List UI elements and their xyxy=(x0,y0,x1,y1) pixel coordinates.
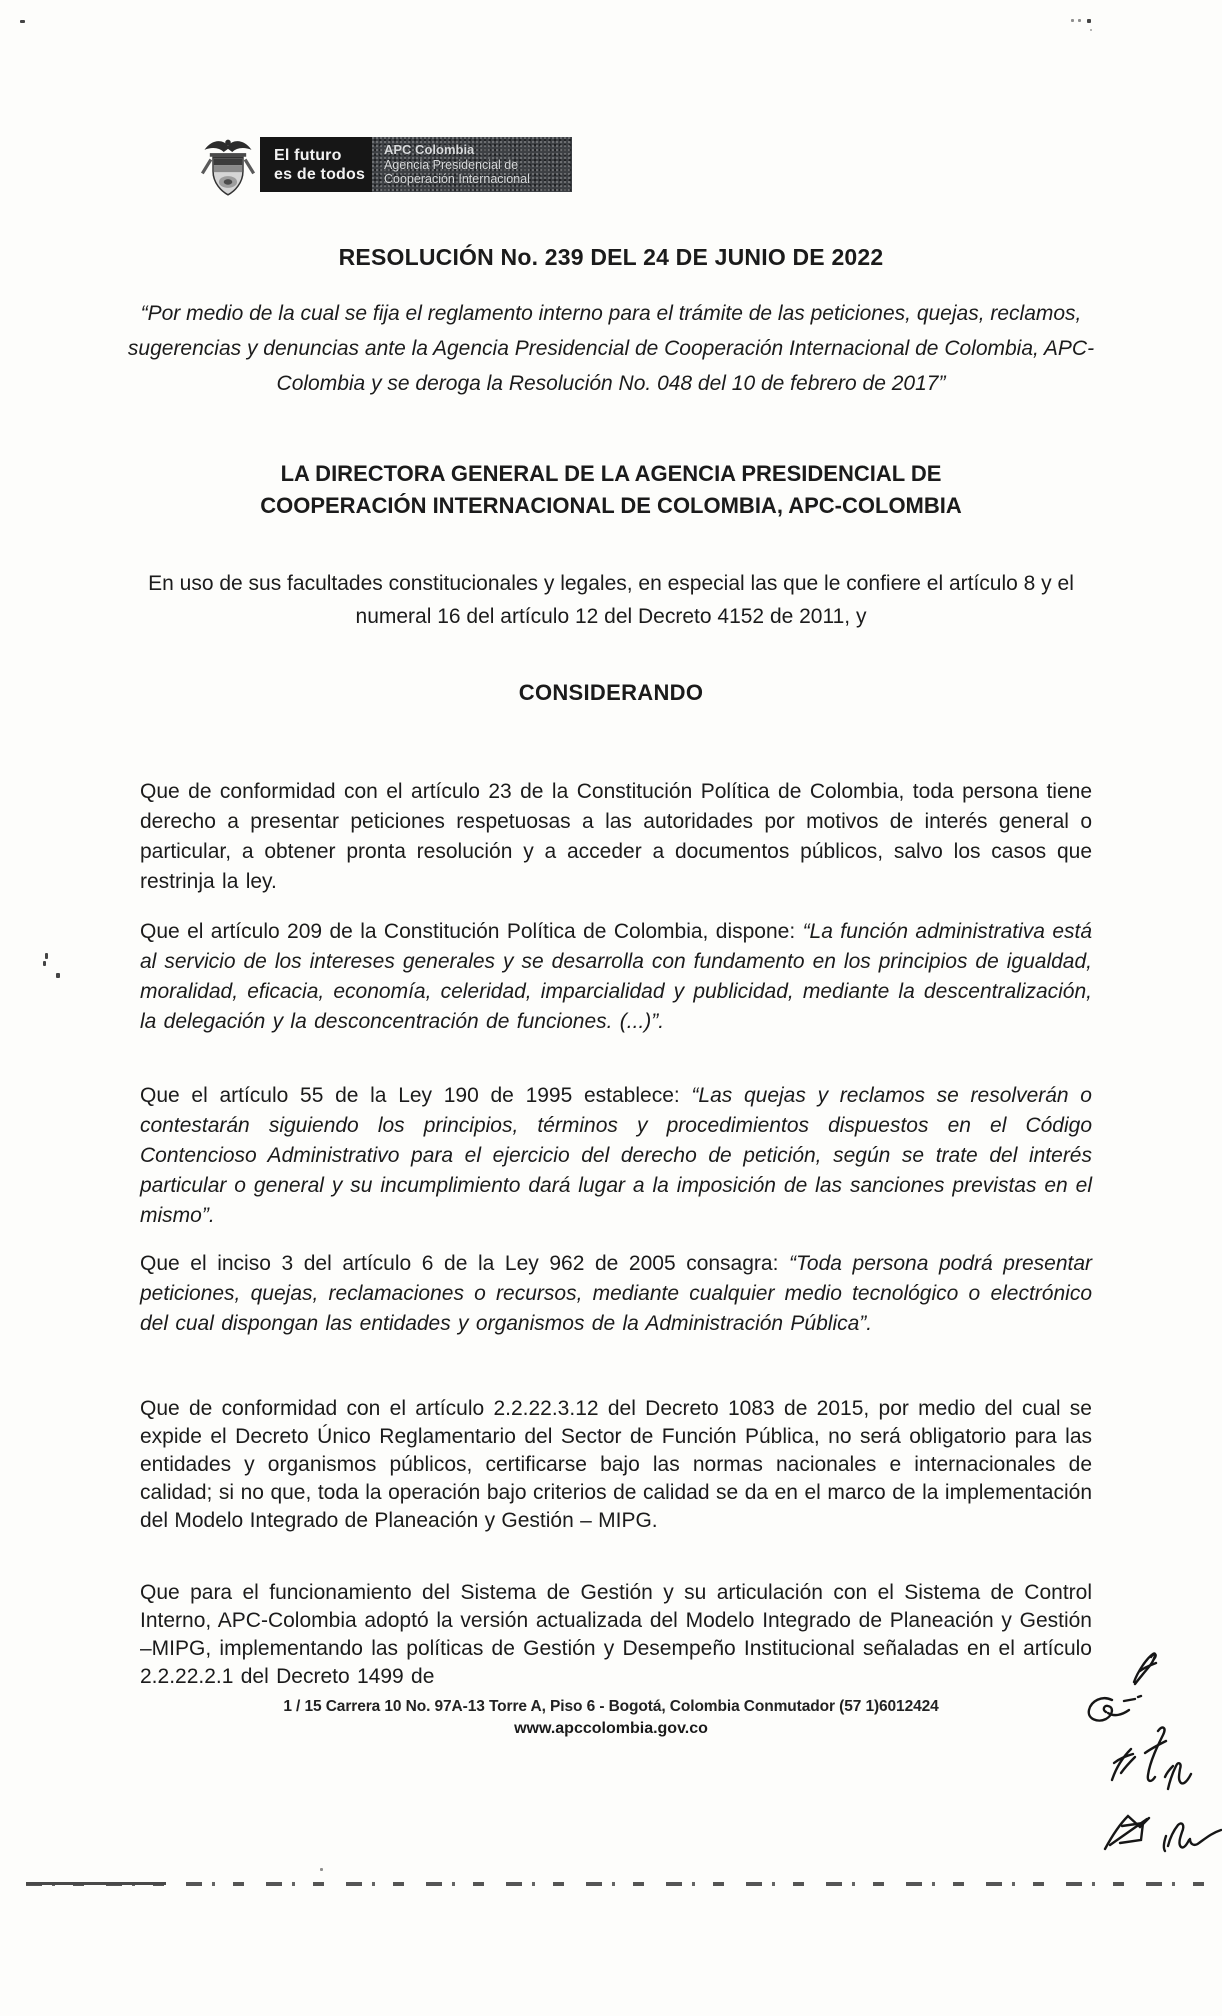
document-subtitle: “Por medio de la cual se fija el reglamento interno para el trámite de las peticiones, quejas, reclamos, sugerencias y denuncias ante la Agencia Presidencial de Cooperación Internacional de Colombia, APC-Colombia y se deroga la Resolución No. 048 del 10 de febrero de 2017” xyxy=(127,302,1095,395)
tagline-line2: es de todos xyxy=(274,165,366,183)
tagline-line1: El futuro xyxy=(274,146,342,164)
agency-subtitle-line1: Agencia Presidencial de xyxy=(384,157,519,172)
authority-heading: LA DIRECTORA GENERAL DE LA AGENCIA PRESIDENCIAL DE COOPERACIÓN INTERNACIONAL DE COLOMBIA, APC-COLOMBIA xyxy=(260,461,962,518)
footer xyxy=(0,1698,1222,1738)
handwritten-initials-icon xyxy=(1050,1630,1222,1940)
scan-speck xyxy=(1071,19,1074,22)
footer-address-line xyxy=(0,1698,1222,1716)
scan-speck xyxy=(320,1868,323,1871)
considerando-paragraph xyxy=(140,1395,1092,1535)
paragraph-text: Que para el funcionamiento del Sistema de Gestión y su articulación con el Sistema de Control Interno, APC-Colombia adoptó la versión actualizada del Modelo Integrado de Planeación y Gestión –MIPG, implementando las políticas de Gestión y Desempeño Institucional señaladas en el artículo 2.2.22.2.1 del Decreto 1499 de xyxy=(140,1581,1092,1688)
scan-speck xyxy=(56,973,60,978)
footer-address: Carrera 10 No. 97A-13 Torre A, Piso 6 - Bogotá, Colombia Conmutador (57 1)6012424 xyxy=(325,1698,939,1715)
considerando-paragraph xyxy=(140,1081,1092,1231)
agency-box xyxy=(372,137,572,192)
footer-website: www.apccolombia.gov.co xyxy=(514,1720,708,1737)
agency-subtitle-line2: Cooperación Internacional xyxy=(384,172,530,186)
section-heading-considerando: CONSIDERANDO xyxy=(518,680,704,705)
considerando-paragraph xyxy=(140,1579,1092,1691)
paragraph-quote: “La función administrativa está al servicio de los intereses generales y se desarrolla con fundamento en los principios de igualdad, moralidad, eficacia, economía, celeridad, imparcialidad y publicidad, mediante la descentralización, la delegación y la desconcentración de funciones. (...)”. xyxy=(140,920,1093,1033)
page-indicator: 1 / 15 xyxy=(283,1698,322,1715)
document-title: RESOLUCIÓN No. 239 DEL 24 DE JUNIO DE 2022 xyxy=(338,244,884,270)
scan-artifact-line xyxy=(26,1882,1216,1886)
paragraph-text: Que de conformidad con el artículo 23 de la Constitución Política de Colombia, toda persona tiene derecho a presentar peticiones respetuosas a las autoridades por motivos de interés general o particular, a obtener pronta resolución y a acceder a documentos públicos, salvo los casos que restrinja la ley. xyxy=(140,780,1092,893)
considerando-paragraph xyxy=(140,1249,1092,1339)
scan-speck xyxy=(1078,19,1081,22)
colombia-coat-of-arms-icon xyxy=(200,136,256,198)
scan-speck xyxy=(43,961,46,966)
paragraph-text: Que el inciso 3 del artículo 6 de la Ley 962 de 2005 consagra: xyxy=(140,1252,790,1275)
scan-speck xyxy=(1090,29,1092,31)
considerando-paragraph xyxy=(140,917,1092,1037)
paragraph-text: Que de conformidad con el artículo 2.2.22.3.12 del Decreto 1083 de 2015, por medio del cual se expide el Decreto Único Reglamentario del Sector de Función Pública, no será obligatorio para las entidades y organismos públicos, certificarse bajo las normas nacionales e internacionales de calidad; si no que, toda la operación bajo criterios de calidad se da en el marco de la implementación del Modelo Integrado de Planeación y Gestión – MIPG. xyxy=(140,1397,1092,1532)
paragraph-text: Que el artículo 209 de la Constitución Política de Colombia, dispone: xyxy=(140,920,803,943)
scan-speck xyxy=(45,953,48,959)
scan-speck xyxy=(20,20,25,23)
logo-banner xyxy=(200,137,572,192)
paragraph-quote: “Toda persona podrá presentar peticiones, quejas, reclamaciones o recursos, mediante cualquier medio tecnológico o electrónico del cual dispongan las entidades y organismos de la Administración Pública”. xyxy=(140,1252,1093,1335)
tagline-box xyxy=(260,137,372,192)
considerando-paragraph xyxy=(140,777,1092,897)
paragraph-quote: “Las quejas y reclamos se resolverán o contestarán siguiendo los principios, términos y procedimientos dispuestos en el Código Contencioso Administrativo para el ejercicio del derecho de petición, según se trate del interés particular o general y su incumplimiento dará lugar a la imposición de las sanciones previstas en el mismo”. xyxy=(140,1084,1092,1227)
paragraph-text: Que el artículo 55 de la Ley 190 de 1995 establece: xyxy=(140,1084,692,1107)
preamble: En uso de sus facultades constitucionales y legales, en especial las que le confiere el artículo 8 y el numeral 16 del artículo 12 del Decreto 4152 de 2011, y xyxy=(148,572,1074,628)
scan-speck xyxy=(1087,19,1091,23)
agency-name: APC Colombia xyxy=(384,142,475,157)
